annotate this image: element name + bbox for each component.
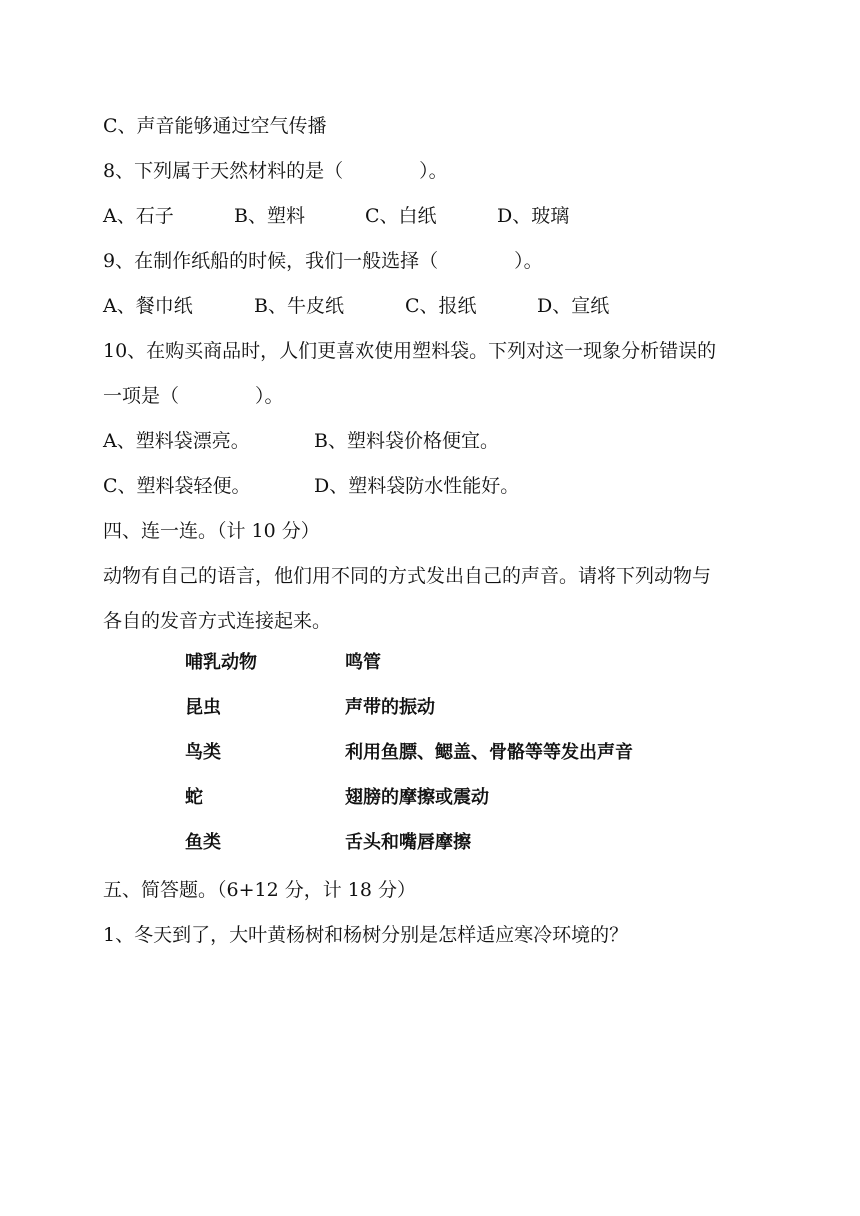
q8-option-a: A、石子	[103, 205, 174, 227]
question-9: 9、在制作纸船的时候，我们一般选择（ ）。	[103, 250, 543, 272]
method-item: 鸣管	[345, 652, 381, 673]
section-4-heading: 四、连一连。（计 10 分）	[103, 520, 320, 542]
question-10-line-2: 一项是（ ）。	[103, 385, 284, 407]
q10-option-b: B、塑料袋价格便宜。	[314, 430, 499, 452]
section-4-description-line-1: 动物有自己的语言，他们用不同的方式发出自己的声音。请将下列动物与	[103, 565, 712, 587]
section-5-heading: 五、简答题。（6+12 分，计 18 分）	[103, 879, 416, 901]
q9-option-b: B、牛皮纸	[254, 295, 344, 317]
q9-option-a: A、餐巾纸	[103, 295, 193, 317]
animal-item: 昆虫	[185, 697, 221, 718]
method-item: 舌头和嘴唇摩擦	[345, 832, 471, 853]
q9-option-d: D、宣纸	[537, 295, 610, 317]
question-8: 8、下列属于天然材料的是（ ）。	[103, 160, 448, 182]
q8-option-d: D、玻璃	[497, 205, 570, 227]
method-item: 声带的振动	[345, 697, 435, 718]
animal-item: 蛇	[185, 787, 203, 808]
q8-option-c: C、白纸	[365, 205, 437, 227]
method-item: 利用鱼膘、鳃盖、骨骼等等发出声音	[345, 742, 633, 763]
animal-item: 鸟类	[185, 742, 221, 763]
q10-option-d: D、塑料袋防水性能好。	[314, 475, 520, 497]
q8-option-b: B、塑料	[234, 205, 305, 227]
section-4-description-line-2: 各自的发音方式连接起来。	[103, 610, 332, 632]
q10-option-c: C、塑料袋轻便。	[103, 475, 251, 497]
section-5-question-1: 1、冬天到了，大叶黄杨树和杨树分别是怎样适应寒冷环境的？	[103, 924, 629, 946]
animal-item: 哺乳动物	[185, 652, 257, 673]
method-item: 翅膀的摩擦或震动	[345, 787, 489, 808]
question-10-line-1: 10、在购买商品时，人们更喜欢使用塑料袋。下列对这一现象分析错误的	[103, 340, 717, 362]
q7-option-c: C、声音能够通过空气传播	[103, 115, 327, 137]
animal-item: 鱼类	[185, 832, 221, 853]
q10-option-a: A、塑料袋漂亮。	[103, 430, 250, 452]
q9-option-c: C、报纸	[405, 295, 477, 317]
